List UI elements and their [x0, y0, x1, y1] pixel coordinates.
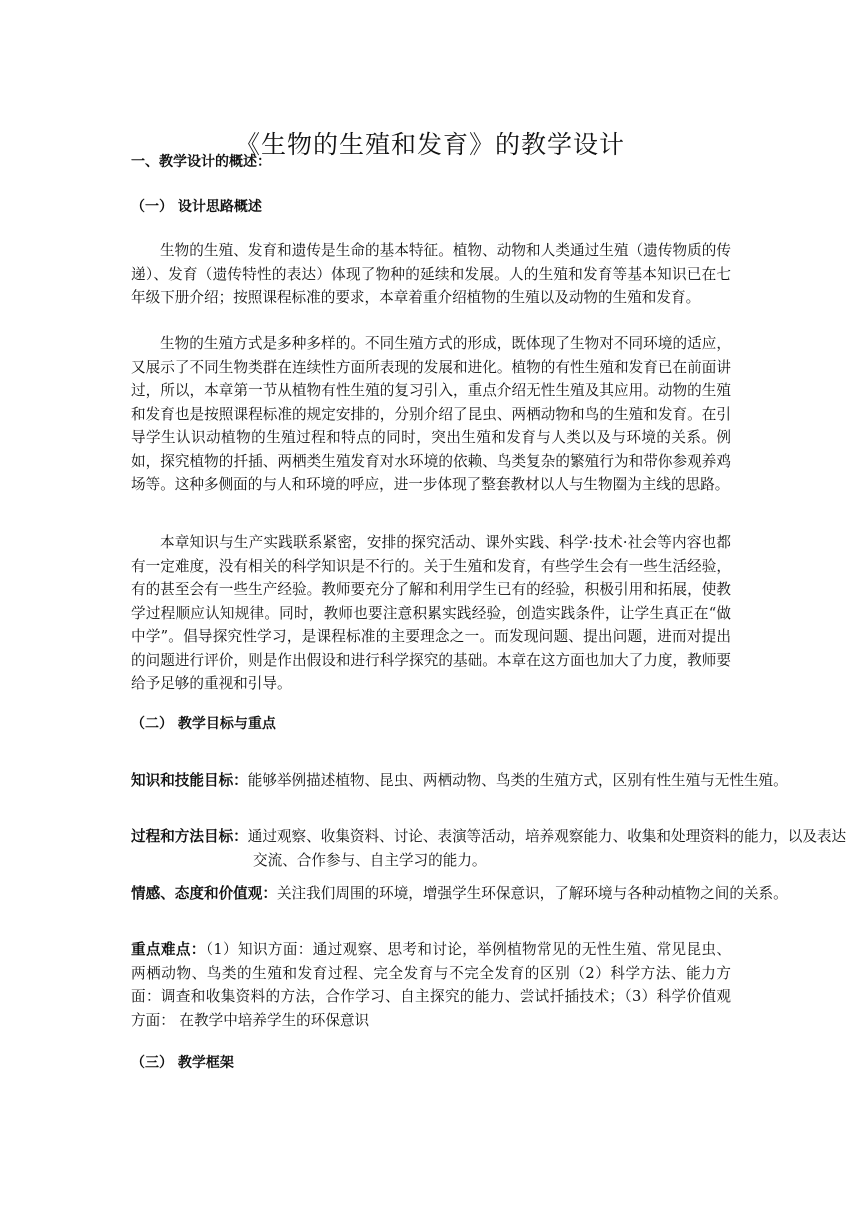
- key-points: [131, 938, 731, 1032]
- objective-text: 关注我们周围的环境，增强学生环保意识，了解环境与各种动植物之间的关系。: [276, 885, 788, 902]
- paragraph-2: 生物的生殖方式是多种多样的。不同生殖方式的形成，既体现了生物对不同环境的适应，又展示了不同生物类群在连续性方面所表现的发展和进化。植物的有性生殖和发育已在前面讲过，所以，本章第一节从植物有性生殖的复习引入，重点介绍无性生殖及其应用。动物的生殖和发育也是按照课程标准的规定安排的，分别介绍了昆虫、两栖动物和鸟的生殖和发育。在引导学生认识动植物的生殖过程和特点的同时，突出生殖和发育与人类以及与环境的关系。例如，探究植物的扦插、两栖类生殖发育对水环境的依赖、鸟类复杂的繁殖行为和带你参观养鸡场等。这种多侧面的与人和环境的呼应，进一步体现了整套教材以人与生物圈为主线的思路。: [131, 335, 731, 493]
- objective-process: [131, 825, 853, 872]
- objective-attitude: [131, 882, 860, 906]
- subsection-heading-objectives: （二） 教学目标与重点: [131, 716, 276, 732]
- paragraph-1: 生物的生殖、发育和遗传是生命的基本特征。植物、动物和人类通过生殖（遗传物质的传递）、发育（遗传特性的表达）体现了物种的延续和发展。人的生殖和发育等基本知识已在七年级下册介绍；按照课程标准的要求，本章着重介绍植物的生殖以及动物的生殖和发育。: [131, 242, 731, 306]
- document-title: 《生物的生殖和发育》的教学设计: [234, 129, 625, 159]
- objective-knowledge: [131, 769, 853, 793]
- objective-label: 知识和技能目标：: [131, 772, 248, 789]
- paragraph-3: 本章知识与生产实践联系紧密，安排的探究活动、课外实践、科学·技术·社会等内容也都有一定难度，没有相关的科学知识是不行的。关于生殖和发育，有些学生会有一些生活经验，有的甚至会有一些生产经验。教师要充分了解和利用学生已有的经验，积极引用和拓展，使教学过程顺应认知规律。同时，教师也要注意积累实践经验，创造实践条件，让学生真正在“做中学”。倡导探究性学习，是课程标准的主要理念之一。而发现问题、提出问题，进而对提出的问题进行评价，则是作出假设和进行科学探究的基础。本章在这方面也加大了力度，教师要给予足够的重视和引导。: [131, 534, 731, 692]
- section-heading-overview: 一、教学设计的概述：: [131, 154, 271, 170]
- objective-label: 过程和方法目标：: [131, 828, 248, 845]
- objective-text: 能够举例描述植物、昆虫、两栖动物、鸟类的生殖方式，区别有性生殖与无性生殖。: [247, 772, 788, 789]
- key-points-label: 重点难点：: [131, 941, 206, 958]
- subsection-heading-design-idea: （一） 设计思路概述: [131, 199, 262, 215]
- subsection-heading-framework: （三） 教学框架: [131, 1055, 234, 1071]
- key-points-text: （1）知识方面：通过观察、思考和讨论，举例植物常见的无性生殖、常见昆虫、两栖动物、鸟类的生殖和发育过程、完全发育与不完全发育的区别（2）科学方法、能力方面：调查和收集资料的方法，合作学习、自主探究的能力、尝试扦插技术；（3）科学价值观方面： 在教学中培养学生的环保意识: [131, 941, 731, 1029]
- objective-text: 通过观察、收集资料、讨论、表演等活动，培养观察能力、收集和处理资料的能力，以及表达交流、合作参与、自主学习的能力。: [247, 828, 847, 869]
- objective-label: 情感、态度和价值观：: [131, 885, 277, 902]
